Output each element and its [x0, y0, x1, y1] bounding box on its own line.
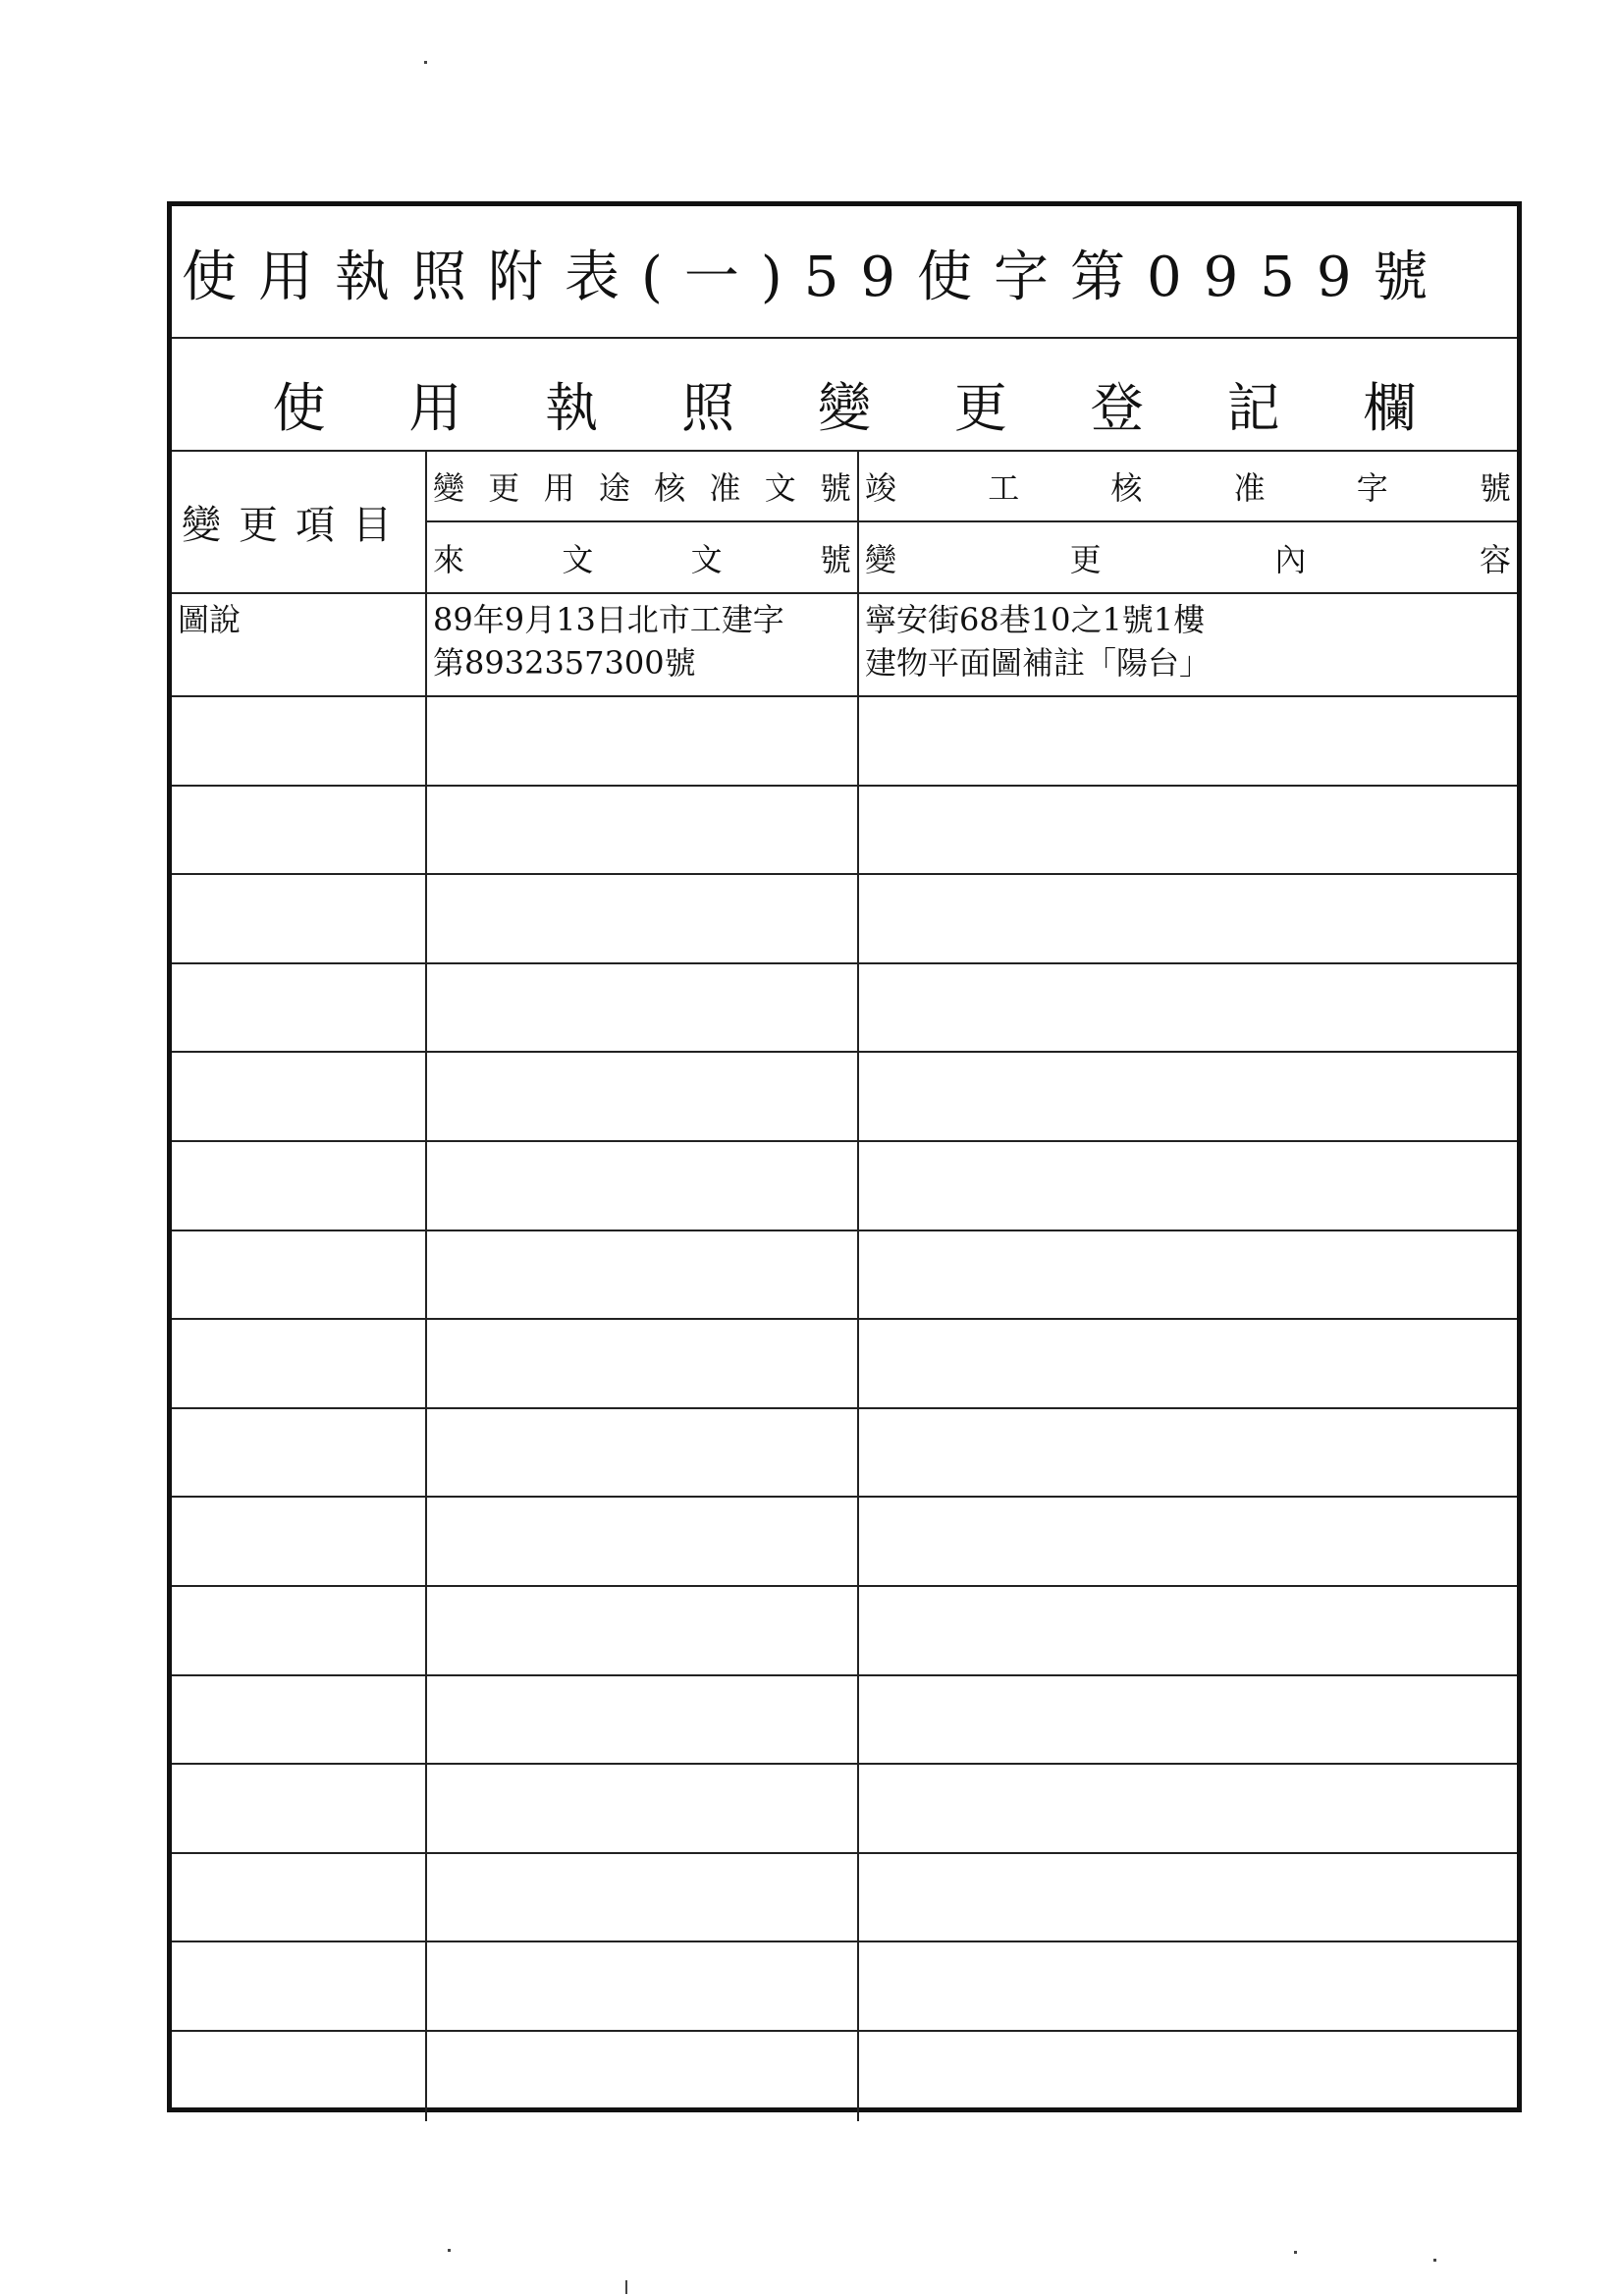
cell-item: [172, 594, 427, 695]
empty-cell: [172, 1142, 427, 1230]
empty-cell: [859, 1053, 1517, 1140]
subtitle-char: 照: [681, 377, 735, 439]
header-char: 內: [1274, 540, 1307, 578]
empty-cell: [859, 697, 1517, 785]
empty-cell: [172, 1765, 427, 1852]
header-char: 途: [598, 469, 630, 507]
empty-cell: [427, 697, 859, 785]
entry-doc-line: 第8932357300號: [433, 644, 696, 682]
header-completion-approval: [859, 452, 1517, 522]
header-char: 號: [819, 469, 851, 507]
table-row: [172, 964, 1517, 1054]
cell-change-content: [859, 594, 1517, 695]
table-row: [172, 1587, 1517, 1676]
table-row: [172, 594, 1517, 697]
subtitle-char: 變: [817, 377, 871, 439]
table-row: [172, 697, 1517, 787]
subtitle-char: 用: [408, 377, 462, 439]
empty-cell: [859, 1409, 1517, 1497]
empty-cell: [859, 1676, 1517, 1764]
table-row: [172, 875, 1517, 964]
entry-content-line: 建物平面圖補註「陽台」: [865, 644, 1212, 682]
empty-cell: [859, 1231, 1517, 1319]
table-row: [172, 1765, 1517, 1854]
subtitle-char: 更: [953, 377, 1007, 439]
header-char: 准: [1233, 469, 1266, 507]
header-change-item: [172, 452, 427, 594]
registration-form: [167, 201, 1522, 2112]
empty-cell: [427, 1231, 859, 1319]
scan-speck: [1433, 2259, 1436, 2262]
empty-cell: [859, 1854, 1517, 1941]
header-incoming-doc: [427, 522, 859, 594]
scan-speck: [448, 2249, 451, 2252]
empty-cell: [172, 1320, 427, 1407]
header-char: 竣: [865, 469, 897, 507]
table-row: [172, 787, 1517, 876]
cell-doc-number: [427, 594, 859, 695]
header-char: 字: [1356, 469, 1388, 507]
header-char: 更: [488, 469, 520, 507]
empty-cell: [427, 1587, 859, 1674]
empty-cell: [859, 875, 1517, 962]
subtitle-row: [172, 339, 1517, 452]
table-row: [172, 1854, 1517, 1943]
table-row: [172, 1320, 1517, 1409]
subtitle-char: 記: [1226, 377, 1280, 439]
scan-speck: [424, 61, 427, 64]
empty-cell: [172, 1587, 427, 1674]
empty-cell: [427, 1854, 859, 1941]
table-row: [172, 1053, 1517, 1142]
header-change-item-label: 變更項目: [182, 503, 409, 548]
empty-cell: [172, 697, 427, 785]
empty-cell: [859, 1942, 1517, 2030]
empty-cell: [859, 1498, 1517, 1585]
header-char: 號: [819, 540, 851, 578]
header-char: 准: [709, 469, 741, 507]
empty-cell: [172, 875, 427, 962]
empty-cell: [172, 964, 427, 1052]
table-row: [172, 1942, 1517, 2032]
entry-item: 圖說: [178, 601, 242, 638]
page-title: 使用執照附表(一)59使字第0959號: [182, 246, 1450, 309]
table-row: [172, 2032, 1517, 2121]
empty-cell: [427, 1409, 859, 1497]
header-char: 更: [1069, 540, 1102, 578]
empty-cell: [859, 964, 1517, 1052]
header-char: 用: [543, 469, 575, 507]
scan-speck: [625, 2280, 627, 2294]
table-row: [172, 1676, 1517, 1766]
subtitle-char: 使: [272, 377, 326, 439]
empty-cell: [427, 964, 859, 1052]
table-row: [172, 1409, 1517, 1499]
empty-cell: [172, 1231, 427, 1319]
subtitle-char: 欄: [1363, 377, 1417, 439]
empty-cell: [172, 2032, 427, 2121]
empty-cell: [172, 1409, 427, 1497]
empty-cell: [172, 1053, 427, 1140]
empty-cell: [859, 1320, 1517, 1407]
header-char: 文: [690, 540, 723, 578]
entry-content-line: 寧安街68巷10之1號1樓: [865, 601, 1206, 638]
form-subtitle: [172, 366, 1517, 442]
header-char: 變: [865, 540, 897, 578]
empty-cell: [859, 1587, 1517, 1674]
empty-cell: [172, 1498, 427, 1585]
empty-cell: [427, 2032, 859, 2121]
header-char: 變: [433, 469, 465, 507]
header-change-content: [859, 522, 1517, 594]
subtitle-char: 登: [1090, 377, 1144, 439]
header-char: 容: [1479, 540, 1511, 578]
table-row: [172, 1498, 1517, 1587]
table-row: [172, 1142, 1517, 1231]
header-char: 文: [764, 469, 796, 507]
empty-cell: [427, 1676, 859, 1764]
empty-cell: [859, 1765, 1517, 1852]
empty-cell: [427, 1142, 859, 1230]
title-row: [172, 206, 1517, 339]
empty-cell: [427, 875, 859, 962]
empty-cell: [172, 1942, 427, 2030]
empty-cell: [427, 1053, 859, 1140]
empty-cell: [859, 2032, 1517, 2121]
empty-cell: [859, 787, 1517, 874]
subtitle-char: 執: [545, 377, 599, 439]
empty-cell: [427, 1498, 859, 1585]
header-approval-doc: [427, 452, 859, 522]
empty-cell: [427, 1942, 859, 2030]
scan-speck: [1294, 2251, 1297, 2254]
header-char: 來: [433, 540, 465, 578]
header-char: 文: [562, 540, 594, 578]
entry-doc-line: 89年9月13日北市工建字: [433, 601, 784, 638]
empty-cell: [427, 787, 859, 874]
empty-cell: [427, 1765, 859, 1852]
header-char: 號: [1479, 469, 1511, 507]
table-row: [172, 1231, 1517, 1321]
empty-cell: [172, 787, 427, 874]
header-char: 核: [654, 469, 686, 507]
header-char: 核: [1110, 469, 1143, 507]
empty-cell: [172, 1854, 427, 1941]
empty-cell: [172, 1676, 427, 1764]
empty-cell: [427, 1320, 859, 1407]
empty-cell: [859, 1142, 1517, 1230]
header-char: 工: [988, 469, 1020, 507]
